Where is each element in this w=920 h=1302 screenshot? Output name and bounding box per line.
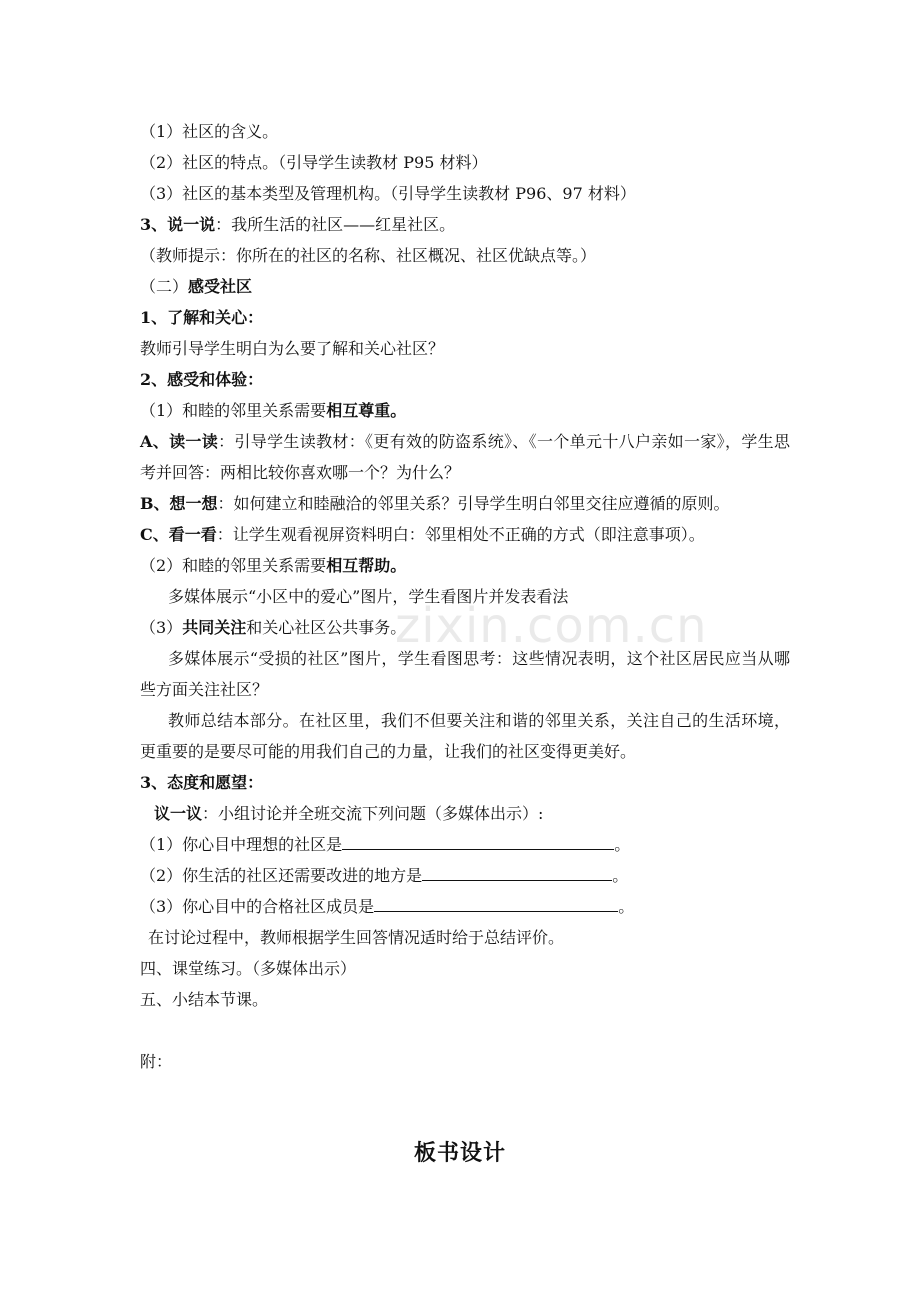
bold-label: 3、说一说: [140, 215, 216, 234]
text-span: ：我所生活的社区——红星社区。: [215, 215, 456, 234]
paragraph: [140, 488, 790, 519]
bold-label: B、想一想: [140, 494, 218, 513]
text-line: [140, 364, 790, 395]
fill-in-line: [140, 860, 790, 891]
bold-label: 共同关注: [182, 618, 247, 637]
text-line: 教师引导学生明白为么要了解和关心社区？: [140, 339, 445, 358]
text-span: ：: [247, 308, 264, 327]
paragraph: 多媒体展示“受损的社区”图片，学生看图思考：这些情况表明，这个社区居民应当从哪些方面关注社区？: [140, 649, 790, 699]
answer-blank[interactable]: [374, 891, 618, 912]
text-line: （3）社区的基本类型及管理机构。（引导学生读教材 P96、97 材料）: [140, 184, 636, 203]
fill-in-line: [140, 829, 790, 860]
text-line: （教师提示：你所在的社区的名称、社区概况、社区优缺点等。）: [140, 246, 597, 265]
bold-label: A、读一读: [140, 432, 219, 451]
paragraph: [140, 426, 790, 488]
text-span: （1）你心目中理想的社区是: [140, 835, 343, 854]
text-span: 和关心社区公共事务。: [246, 618, 407, 637]
text-span: ：小组讨论并全班交流下列问题（多媒体出示）:: [202, 804, 544, 823]
text-line: （2）社区的特点。（引导学生读教材 P95 材料）: [140, 153, 488, 172]
text-span: 。: [618, 897, 635, 916]
text-line: 五、小结本节课。: [140, 990, 269, 1009]
text-span: 。: [614, 835, 631, 854]
text-span: ：引导学生读教材：《更有效的防盗系统》、《一个单元十八户亲如一家》，学生思考并回答：两相比较你喜欢哪一个？为什么？: [140, 432, 790, 482]
text-span: ：: [247, 370, 264, 389]
bold-label: C、看一看: [140, 525, 217, 544]
text-span: （二）: [140, 277, 189, 296]
text-line: 四、课堂练习。（多媒体出示）: [140, 959, 357, 978]
bold-label: 1、了解和关心: [140, 308, 248, 327]
bold-label: 感受社区: [188, 277, 253, 296]
paragraph: 教师总结本部分。在社区里，我们不但要关注和谐的邻里关系，关注自己的生活环境，更重要的是要尽可能的用我们自己的力量，让我们的社区变得更美好。: [140, 711, 790, 761]
text-span: （1）和睦的邻里关系需要: [140, 401, 327, 420]
text-line: [140, 798, 790, 829]
text-line: [140, 519, 790, 550]
watermark: zixin.com.cn: [395, 598, 708, 654]
fill-in-line: [140, 891, 790, 922]
page-title: 板书设计: [413, 1140, 506, 1166]
document-body: [140, 116, 790, 1077]
text-line: 在讨论过程中，教师根据学生回答情况适时给于总结评价。: [148, 928, 565, 947]
text-span: 。: [612, 866, 629, 885]
spacer: [140, 1015, 790, 1046]
bold-label: 相互帮助。: [326, 556, 407, 575]
text-line: （1）社区的含义。: [140, 122, 279, 141]
answer-blank[interactable]: [422, 860, 612, 881]
text-span: （2）你生活的社区还需要改进的地方是: [140, 866, 423, 885]
text-line: [140, 209, 790, 240]
text-span: （2）和睦的邻里关系需要: [140, 556, 327, 575]
text-line: [140, 395, 790, 426]
bold-label: 3、态度和愿望: [140, 773, 248, 792]
bold-label: 议一议: [154, 804, 203, 823]
text-span: ：如何建立和睦融洽的邻里关系？引导学生明白邻里交往应遵循的原则。: [217, 494, 730, 513]
text-line: [140, 767, 790, 798]
bold-label: 2、感受和体验: [140, 370, 248, 389]
text-span: ：: [247, 773, 264, 792]
section-heading: [140, 271, 790, 302]
text-line: [140, 612, 790, 643]
text-line: [140, 550, 790, 581]
text-span: （3）你心目中的合格社区成员是: [140, 897, 375, 916]
text-line: 多媒体展示“小区中的爱心”图片，学生看图片并发表看法: [168, 587, 569, 606]
text-span: ：让学生观看视屏资料明白：邻里相处不正确的方式（即注意事项）。: [216, 525, 705, 544]
text-line: [140, 302, 790, 333]
text-line: 附：: [140, 1052, 173, 1071]
text-span: （3）: [140, 618, 183, 637]
answer-blank[interactable]: [342, 829, 614, 850]
bold-label: 相互尊重。: [326, 401, 407, 420]
